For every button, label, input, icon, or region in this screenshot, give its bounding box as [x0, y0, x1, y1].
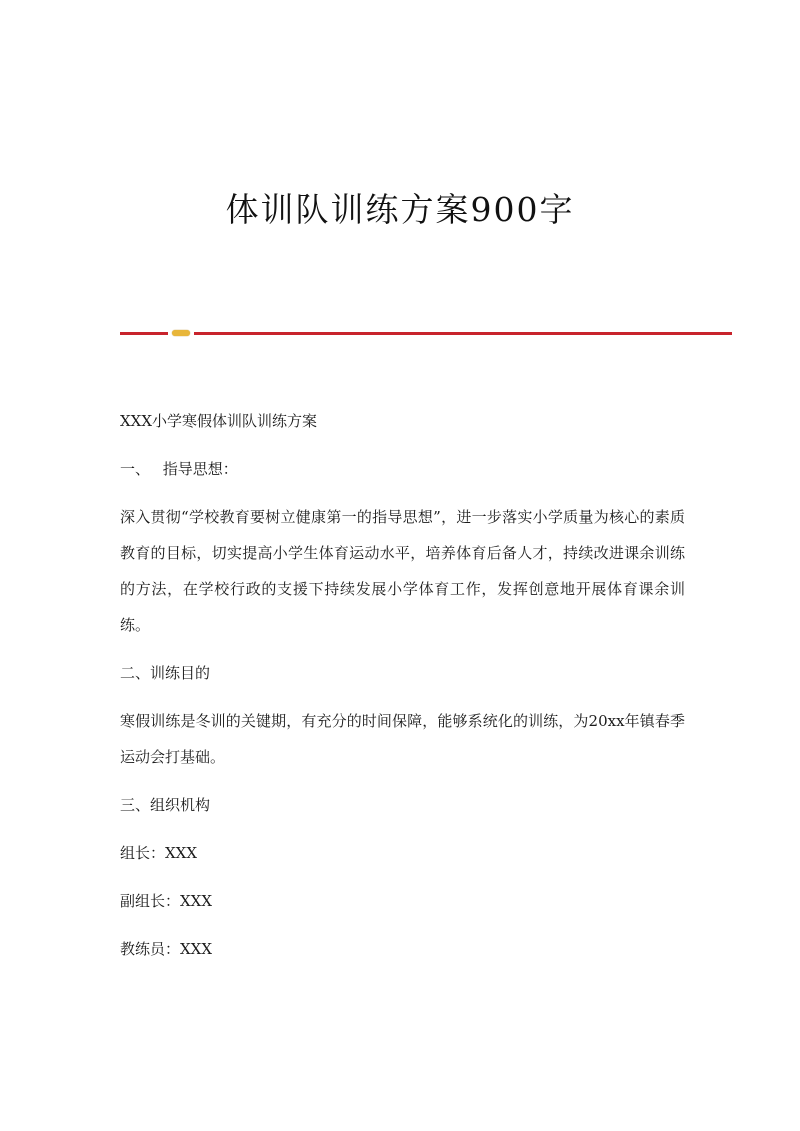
section-heading-guiding-thought: 一、 指导思想： [120, 460, 238, 478]
divider-line-left [120, 332, 168, 335]
guiding-thought-paragraph: 深入贯彻“学校教育要树立健康第一的指导思想”，进一步落实小学质量为核心的素质教育的目标，切实提高小学生体育运动水平，培养体育后备人才，持续改进课余训练的方法，在学校行政的支援下持续发展小学体育工作，发挥创意地开展体育课余训练。 [120, 508, 685, 634]
org-deputy-leader: 副组长：XXX [120, 892, 213, 910]
plan-heading: XXX小学寒假体训队训练方案 [120, 412, 318, 430]
divider-line-right [194, 332, 732, 335]
page-title: 体训队训练方案900字 [225, 190, 575, 229]
document-body [120, 403, 685, 979]
org-coach: 教练员：XXX [120, 940, 213, 958]
section-heading-training-goal: 二、训练目的 [120, 664, 211, 682]
title-divider [120, 330, 732, 336]
org-leader: 组长：XXX [120, 844, 198, 862]
training-goal-paragraph: 寒假训练是冬训的关键期，有充分的时间保障，能够系统化的训练，为20xx年镇春季运动会打基础。 [120, 712, 685, 766]
divider-ornament-icon [172, 330, 190, 336]
section-heading-organization: 三、组织机构 [120, 796, 211, 814]
